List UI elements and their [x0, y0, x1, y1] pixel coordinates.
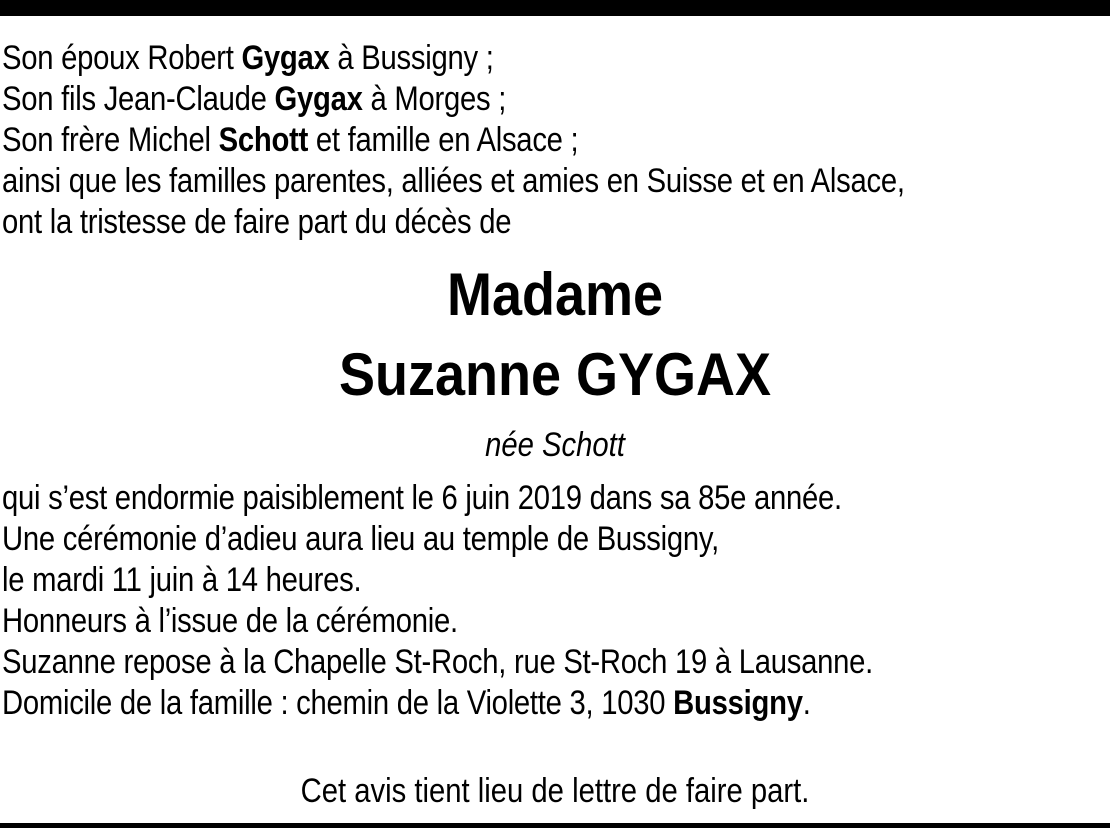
town-name: Bussigny — [673, 684, 803, 722]
surname: Gygax — [241, 39, 330, 77]
intro-line-husband — [2, 38, 948, 79]
surname: Schott — [218, 121, 309, 159]
footer-note: Cet avis tient lieu de lettre de faire part. — [300, 772, 810, 810]
intro-text: Son frère Michel — [2, 121, 219, 159]
intro-text: et famille en Alsace ; — [308, 121, 579, 159]
family-announcement — [2, 38, 948, 243]
ceremony-details — [2, 478, 948, 724]
details-line-domicile — [2, 683, 948, 724]
details-line-honours: Honneurs à l’issue de la cérémonie. — [2, 602, 458, 640]
deceased-name: Suzanne GYGAX — [338, 341, 772, 408]
intro-line-son — [2, 79, 948, 120]
intro-text: à Bussigny ; — [329, 39, 494, 77]
intro-text: Son fils Jean-Claude — [2, 80, 275, 118]
details-text: . — [802, 684, 811, 722]
intro-line-brother — [2, 120, 948, 161]
details-line-chapel: Suzanne repose à la Chapelle St-Roch, rue St-Roch 19 à Lausanne. — [2, 643, 874, 681]
intro-line-families: ainsi que les familles parentes, alliées et amies en Suisse et en Alsace, — [2, 162, 905, 200]
maiden-name: née Schott — [485, 426, 625, 464]
intro-line-announcement: ont la tristesse de faire part du décès de — [2, 203, 512, 241]
details-line-passing: qui s’est endormie paisiblement le 6 juin 2019 dans sa 85e année. — [2, 479, 842, 517]
details-text: Domicile de la famille : chemin de la Violette 3, 1030 — [2, 684, 674, 722]
deceased-title: Madame — [446, 261, 664, 328]
details-line-date: le mardi 11 juin à 14 heures. — [2, 561, 362, 599]
intro-text: à Morges ; — [362, 80, 507, 118]
top-border — [0, 0, 1110, 16]
intro-text: Son époux Robert — [2, 39, 242, 77]
surname: Gygax — [274, 80, 363, 118]
details-line-ceremony: Une cérémonie d’adieu aura lieu au temple de Bussigny, — [2, 520, 719, 558]
bottom-border — [0, 823, 1110, 828]
